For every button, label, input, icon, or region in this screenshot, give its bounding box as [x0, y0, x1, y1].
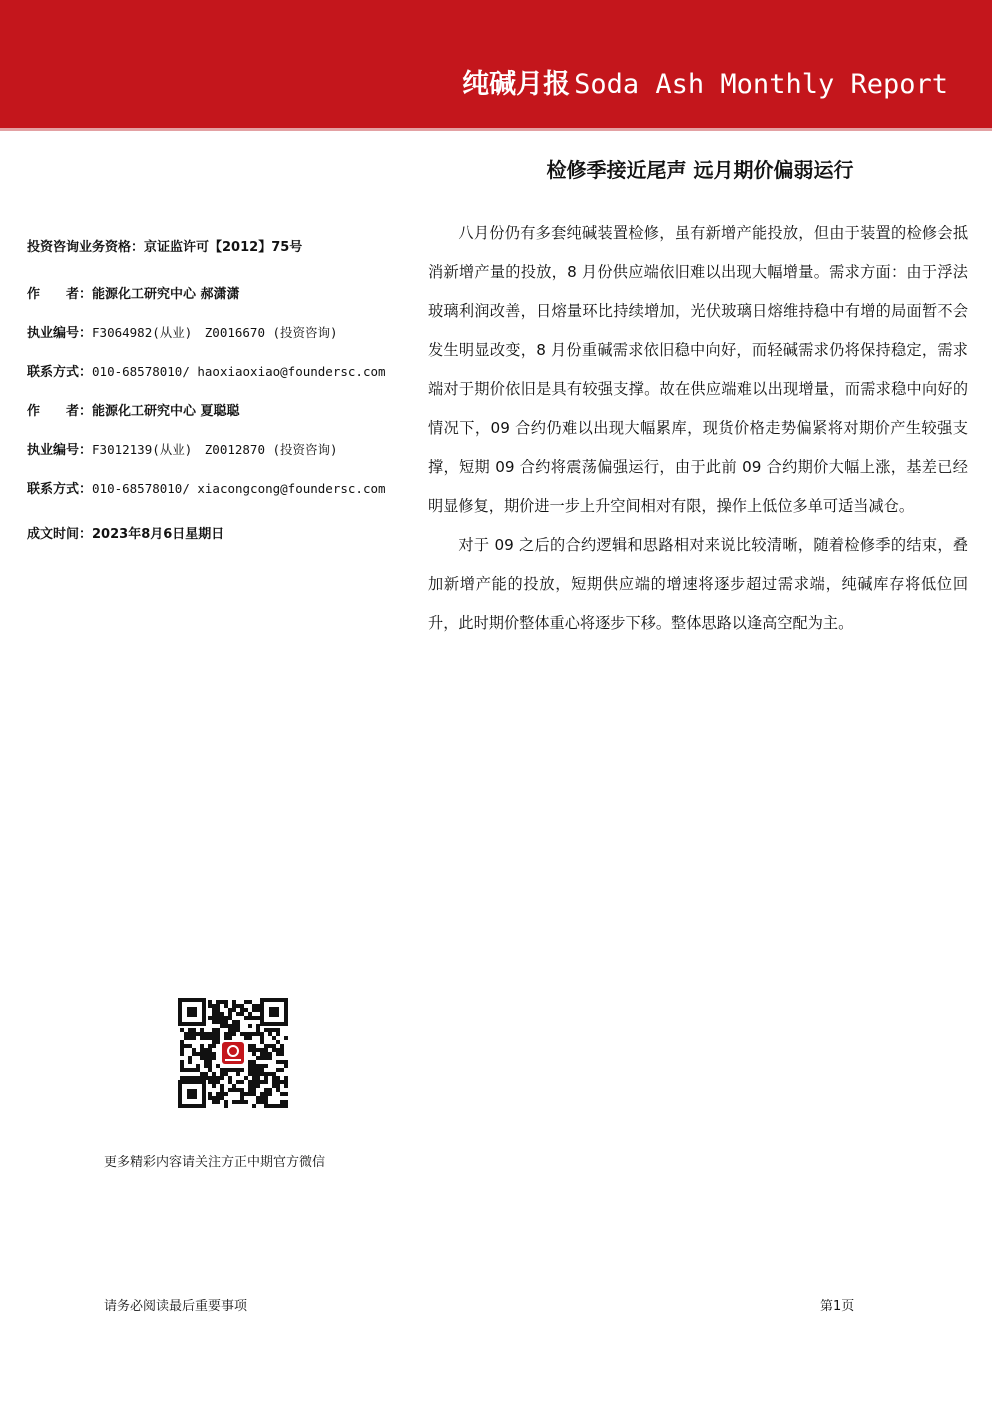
- article-paragraph: 对于 09 之后的合约逻辑和思路相对来说比较清晰，随着检修季的结束，叠加新增产能的投放，短期供应端的增速将逐步超过需求端，纯碱库存将低位回升，此时期价整体重心将逐步下移。整体思路以逢高空配为主。: [428, 536, 968, 632]
- info-contact-1: 联系方式：010-68578010/ haoxiaoxiao@foundersc.com: [27, 364, 386, 380]
- header-divider: [0, 128, 992, 131]
- report-title-en: Soda Ash Monthly Report: [574, 69, 948, 100]
- page-number: 第1页: [820, 1299, 855, 1314]
- info-date: 成文时间：2023年8月6日星期日: [27, 527, 225, 542]
- info-author-2: 作 者：能源化工研究中心 夏聪聪: [27, 404, 240, 419]
- info-contact-2: 联系方式：010-68578010/ xiacongcong@foundersc.com: [27, 481, 386, 497]
- article-body: [428, 214, 968, 643]
- footer-notice: 请务必阅读最后重要事项: [104, 1299, 248, 1314]
- info-author-1: 作 者：能源化工研究中心 郝潇潇: [27, 287, 240, 302]
- report-title: [462, 62, 948, 101]
- header-banner: [0, 0, 992, 128]
- qr-caption: 更多精彩内容请关注方正中期官方微信: [104, 1155, 326, 1170]
- report-title-cn: 纯碱月报: [462, 69, 571, 100]
- info-license-2: 执业编号：F3012139(从业) Z0012870 (投资咨询): [27, 442, 338, 458]
- info-qualification: 投资咨询业务资格：京证监许可【2012】75号: [27, 240, 303, 255]
- info-license-1: 执业编号：F3064982(从业) Z0016670 (投资咨询): [27, 325, 338, 341]
- article-paragraph: 八月份仍有多套纯碱装置检修，虽有新增产能投放，但由于装置的检修会抵消新增产量的投放，8 月份供应端依旧难以出现大幅增量。需求方面：由于浮法玻璃利润改善，日熔量环比持续增加，光伏玻璃日熔维持稳中有增的局面暂不会发生明显改变，8 月份重碱需求依旧稳中向好，而轻碱需求仍将保持稳定，需求端对于期价依旧是具有较强支撑。故在供应端难以出现增量，而需求稳中向好的情况下，09 合约仍难以出现大幅累库，现货价格走势偏紧将对期价产生较强支撑，短期 09 合约将震荡偏强运行，由于此前 09 合约期价大幅上涨，基差已经明显修复，期价进一步上升空间相对有限，操作上低位多单可适当减仓。: [428, 224, 968, 515]
- article-headline: 检修季接近尾声 远月期价偏弱运行: [546, 158, 854, 182]
- wechat-qr-code: [178, 998, 288, 1108]
